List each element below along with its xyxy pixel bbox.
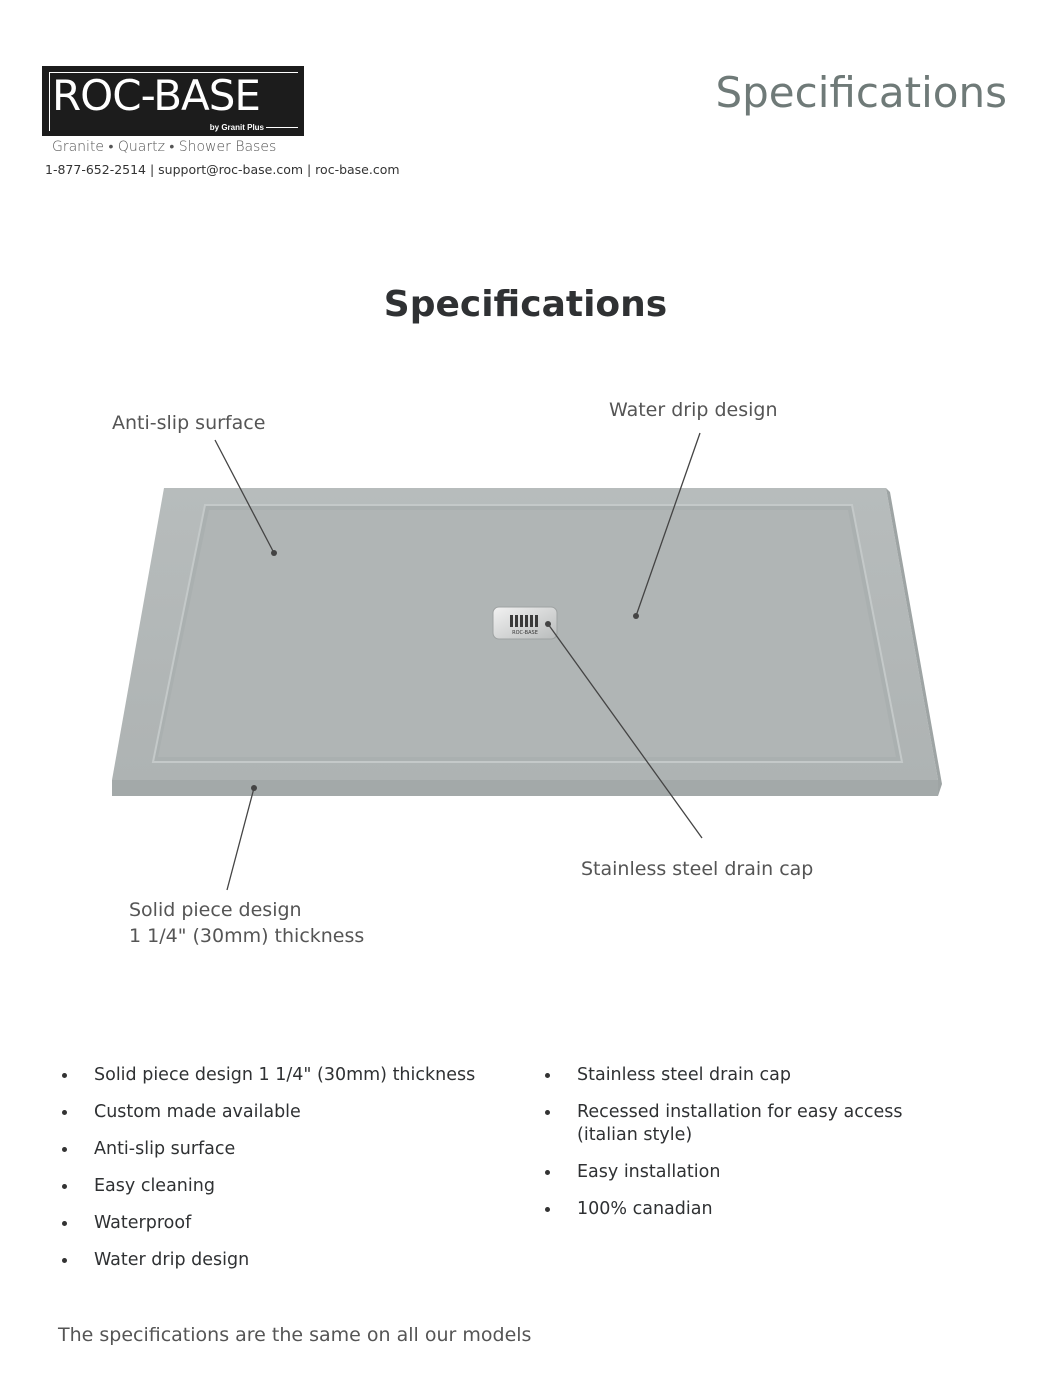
logo-subtext: by Granit Plus — [209, 123, 264, 132]
footer-note: The specifications are the same on all our models — [58, 1324, 532, 1346]
leader-solid-piece — [227, 788, 254, 890]
bullet-icon — [62, 1258, 67, 1263]
features-list-left — [62, 1064, 502, 1286]
callout-anti-slip: Anti-slip surface — [112, 412, 266, 434]
list-item: Easy installation — [545, 1161, 925, 1184]
list-item: Water drip design — [62, 1249, 502, 1272]
leader-dot-water-drip — [633, 613, 639, 619]
list-item: Anti-slip surface — [62, 1138, 502, 1161]
brand-tagline: Granite • Quartz • Shower Bases — [52, 139, 277, 155]
bullet-icon — [62, 1110, 67, 1115]
callout-solid-piece — [129, 897, 364, 949]
leader-dot-solid-piece — [251, 785, 257, 791]
leader-dot-anti-slip — [271, 550, 277, 556]
list-item: Recessed installation for easy access (italian style) — [545, 1101, 925, 1147]
bullet-icon — [545, 1170, 550, 1175]
list-item: Waterproof — [62, 1212, 502, 1235]
bullet-icon — [545, 1073, 550, 1078]
list-item: Solid piece design 1 1/4" (30mm) thickness — [62, 1064, 502, 1087]
list-item: Custom made available — [62, 1101, 502, 1124]
features-list-right — [545, 1064, 925, 1235]
page-title: Specifications — [383, 284, 668, 325]
bullet-icon — [62, 1221, 67, 1226]
list-item: 100% canadian — [545, 1198, 925, 1221]
base-front-edge — [112, 780, 938, 796]
logo-text: ROC-BASE — [52, 71, 260, 120]
callout-solid-line1: Solid piece design — [129, 899, 302, 921]
bullet-icon — [62, 1147, 67, 1152]
bullet-icon — [62, 1073, 67, 1078]
bullet-icon — [62, 1184, 67, 1189]
leader-dot-drain-cap — [545, 621, 551, 627]
header-title: Specifications — [715, 68, 1007, 117]
bullet-icon — [545, 1110, 550, 1115]
list-item: Easy cleaning — [62, 1175, 502, 1198]
list-item: Stainless steel drain cap — [545, 1064, 925, 1087]
drain-label: ROC-BASE — [512, 630, 538, 636]
contact-info: 1-877-652-2514 | support@roc-base.com | roc-base.com — [45, 162, 400, 177]
callout-solid-line2: 1 1/4" (30mm) thickness — [129, 925, 365, 947]
callout-drain-cap: Stainless steel drain cap — [581, 858, 814, 880]
bullet-icon — [545, 1207, 550, 1212]
callout-water-drip: Water drip design — [609, 399, 778, 421]
